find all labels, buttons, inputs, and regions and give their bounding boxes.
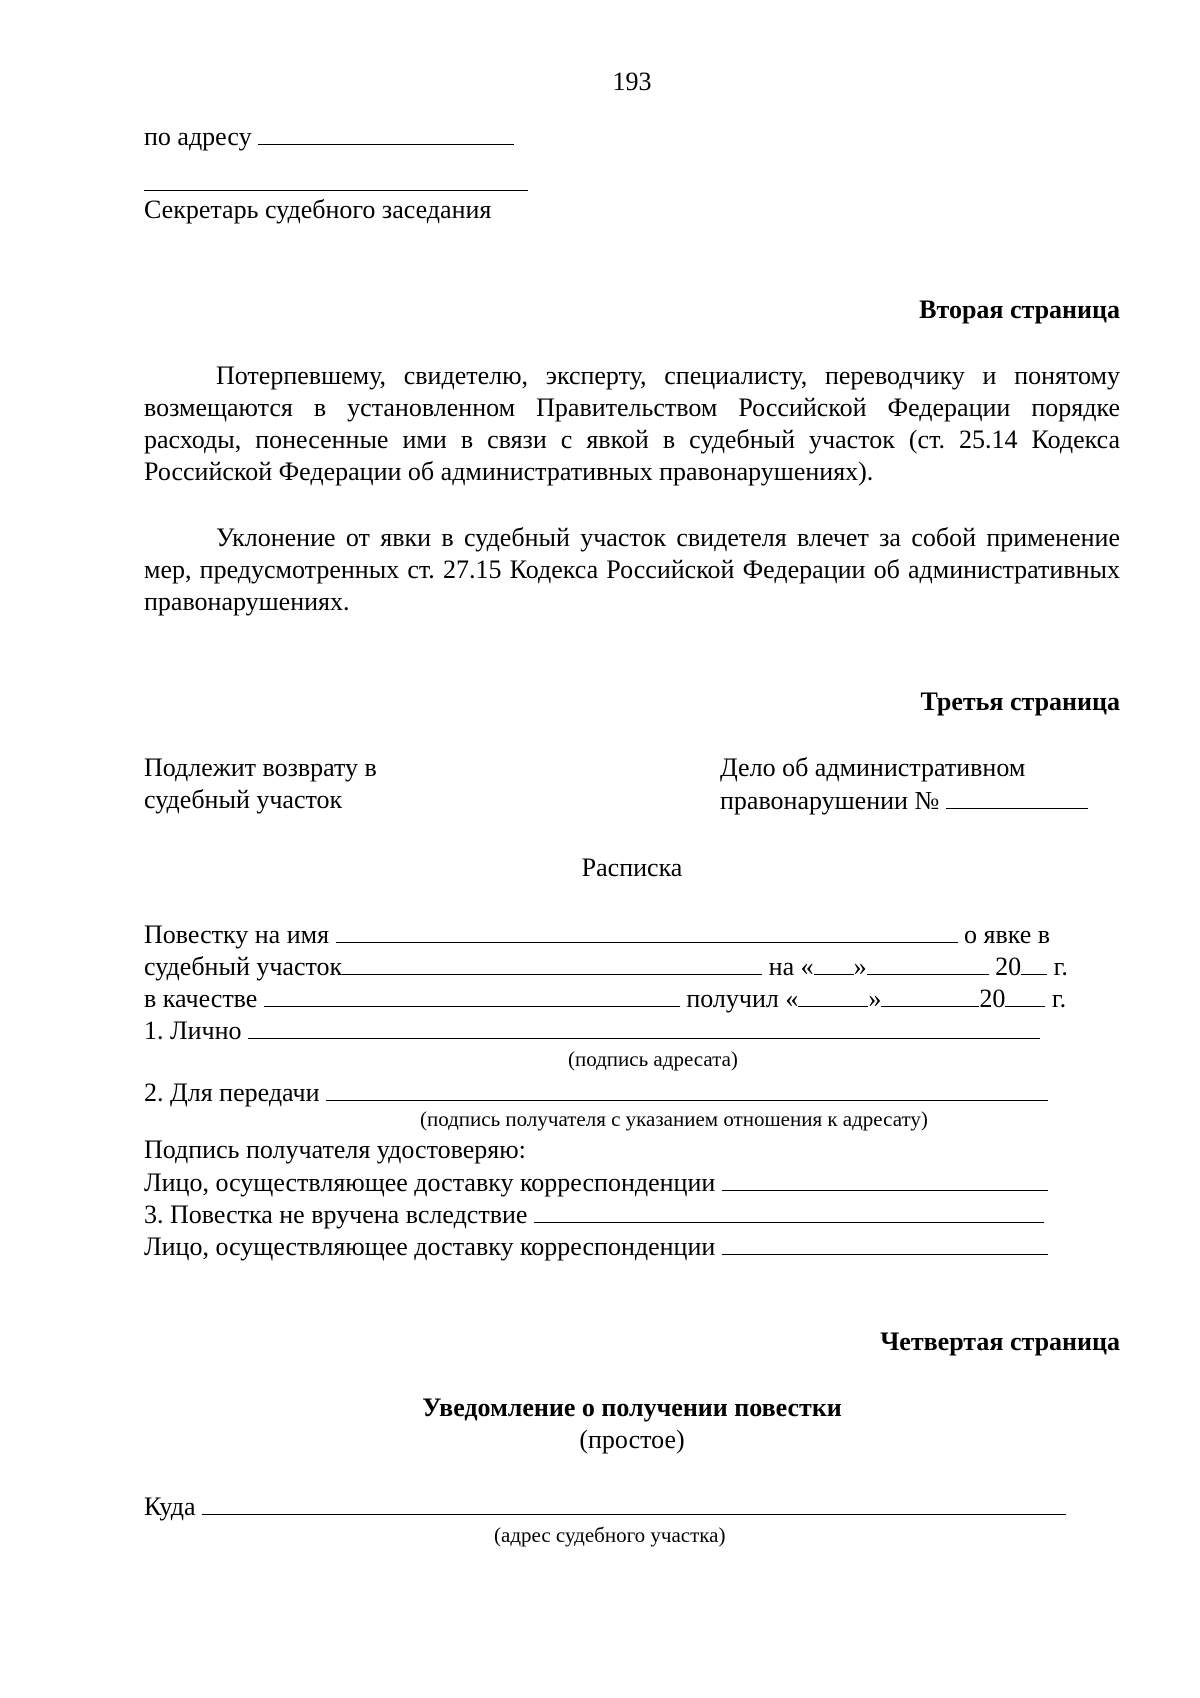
delivery-person-label-1: Лицо, осуществляющее доставку корреспонденции	[144, 1168, 716, 1197]
delivery-person-line-1	[144, 1166, 1120, 1199]
case-label-1: Дело об административном	[720, 753, 1026, 782]
court-label: судебный участок	[144, 952, 343, 981]
receipt-title: Расписка	[581, 853, 683, 882]
third-page-title: Третья страница	[920, 687, 1120, 716]
received-year-suffix: г.	[1051, 984, 1067, 1013]
received-year-prefix: 20	[979, 984, 1006, 1013]
page-number: 193	[612, 67, 652, 96]
month-blank	[867, 950, 989, 975]
delivery-person-label-2: Лицо, осуществляющее доставку корреспонденции	[144, 1232, 716, 1261]
recipient-signature-caption: (подпись получателя с указанием отношения к адресату)	[420, 1107, 928, 1131]
evasion-paragraph: Уклонение от явки в судебный участок свидетеля влечет за собой применение мер, предусмотренных ст. 27.15 Кодекса Российской Федерации об административных правонарушениях.	[144, 523, 1120, 616]
notice-subtitle: (простое)	[579, 1425, 685, 1454]
transfer-label: 2. Для передачи	[144, 1078, 320, 1107]
summons-name-blank	[336, 918, 958, 943]
case-number-line	[720, 784, 1140, 817]
received-label: получил «	[686, 984, 799, 1013]
address-label: по адресу	[144, 122, 252, 151]
case-number-blank	[946, 784, 1088, 809]
court-blank	[342, 950, 762, 975]
not-delivered-blank	[534, 1198, 1044, 1223]
return-label-2: судебный участок	[144, 785, 343, 814]
certify-label: Подпись получателя удостоверяю:	[144, 1135, 526, 1164]
delivery-person-blank-2	[722, 1230, 1048, 1255]
year-suffix: г.	[1053, 952, 1068, 981]
case-label-2: правонарушении №	[720, 786, 940, 815]
appearance-label: о явке в	[964, 920, 1051, 949]
not-delivered-label: 3. Повестка не вручена вследствие	[144, 1200, 528, 1229]
personally-blank	[248, 1014, 1040, 1039]
where-line	[144, 1490, 1120, 1523]
address-blank	[258, 120, 514, 145]
capacity-line	[144, 982, 1120, 1015]
secretary-label: Секретарь судебного заседания	[144, 195, 492, 224]
year-prefix: 20	[995, 952, 1022, 981]
capacity-label: в качестве	[144, 984, 258, 1013]
address-line	[144, 120, 1120, 153]
where-blank	[202, 1490, 1066, 1515]
delivery-person-blank-1	[722, 1166, 1048, 1191]
on-label: на «	[768, 952, 814, 981]
capacity-blank	[264, 982, 680, 1007]
not-delivered-line	[144, 1198, 1120, 1231]
received-year-blank	[1005, 982, 1045, 1007]
personally-label: 1. Лично	[144, 1016, 242, 1045]
personally-line	[144, 1014, 1120, 1047]
fourth-page-title: Четвертая страница	[880, 1327, 1120, 1356]
summons-name-line	[144, 918, 1120, 951]
received-quote-close: »	[868, 984, 882, 1013]
second-page-title: Вторая страница	[919, 295, 1120, 324]
notice-title: Уведомление о получении повестки	[422, 1393, 842, 1422]
year-blank	[1021, 950, 1047, 975]
summons-label: Повестку на имя	[144, 920, 330, 949]
where-label: Куда	[144, 1492, 196, 1521]
received-day-blank	[798, 982, 868, 1007]
received-month-blank	[881, 982, 979, 1007]
court-address-caption: (адрес судебного участка)	[494, 1523, 726, 1547]
quote-close: »	[853, 952, 867, 981]
compensation-paragraph: Потерпевшему, свидетелю, эксперту, специалисту, переводчику и понятому возмещаются в установленном Правительством Российской Федерации порядке расходы, понесенные ими в связи с явкой в судебный участок (ст. 25.14 Кодекса Российской Федерации об административных правонарушениях).	[144, 361, 1120, 486]
transfer-line	[144, 1076, 1120, 1109]
return-label-1: Подлежит возврату в	[144, 753, 377, 782]
addressee-signature-caption: (подпись адресата)	[568, 1047, 738, 1071]
delivery-person-line-2	[144, 1230, 1120, 1263]
court-date-line	[144, 950, 1120, 983]
signature-line	[144, 190, 528, 191]
day-blank	[814, 950, 854, 975]
transfer-blank	[326, 1076, 1048, 1101]
